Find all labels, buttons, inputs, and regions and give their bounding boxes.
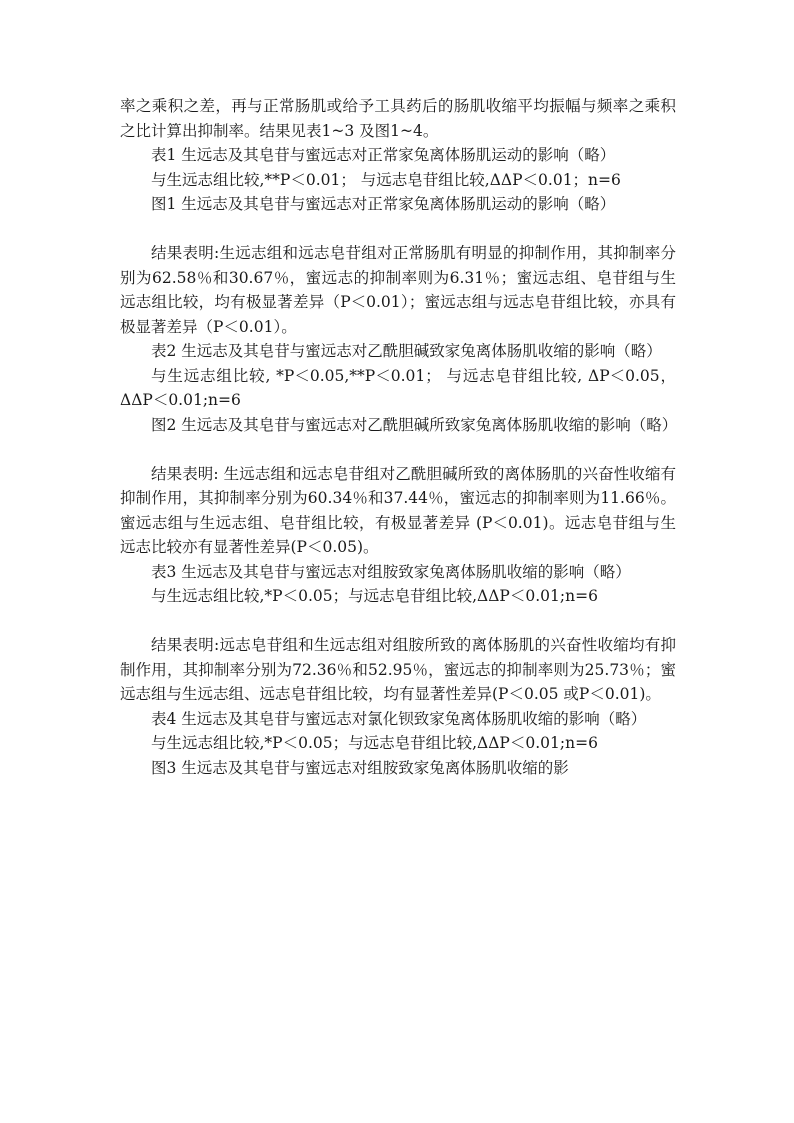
table-4-caption: 表4 生远志及其皂苷与蜜远志对氯化钡致家兔离体肠肌收缩的影响（略） [151,709,647,728]
document-body [120,94,676,780]
table-1-note: 与生远志组比较,**P＜0.01； 与远志皂苷组比较,ΔΔP＜0.01；n=6 [151,170,621,189]
table-3-caption: 表3 生远志及其皂苷与蜜远志对组胺致家兔离体肠肌收缩的影响（略） [151,562,631,581]
spacer [120,609,676,634]
result-paragraph-2: 结果表明: 生远志组和远志皂苷组对乙酰胆碱所致的离体肠肌的兴奋性收缩有抑制作用，其抑制率分别为60.34％和37.44％，蜜远志的抑制率则为11.66％。蜜远志组与生远志组、皂苷组比较，有极显著差异 (P＜0.01)。远志皂苷组与生远志比较亦有显著性差异(P＜0.05)。 [120,464,676,556]
figure-1-caption: 图1 生远志及其皂苷与蜜远志对正常家兔离体肠肌运动的影响（略） [151,195,616,213]
spacer [120,217,676,242]
figure-3-caption: 图3 生远志及其皂苷与蜜远志对组胺致家兔离体肠肌收缩的影 [151,758,569,777]
spacer [120,437,676,462]
result-paragraph-3: 结果表明:远志皂苷组和生远志组对组胺所致的离体肠肌的兴奋性收缩均有抑制作用，其抑制率分别为72.36％和52.95％，蜜远志的抑制率则为25.73％；蜜远志组与生远志组、远志皂苷组比较，均有显著性差异(P＜0.05 或P＜0.01)。 [120,636,676,703]
figure-2-caption: 图2 生远志及其皂苷与蜜远志对乙酰胆碱所致家兔离体肠肌收缩的影响（略） [151,415,678,434]
result-paragraph-1: 结果表明:生远志组和远志皂苷组对正常肠肌有明显的抑制作用，其抑制率分别为62.58％和30.67％，蜜远志的抑制率则为6.31％；蜜远志组、皂苷组与生远志组比较，均有极显著差异（P＜0.01）；蜜远志组与远志皂苷组比较，亦具有极显著差异（P＜0.01）。 [120,244,676,336]
table-1-caption: 表1 生远志及其皂苷与蜜远志对正常家兔离体肠肌运动的影响（略） [151,146,616,164]
table-3-note: 与生远志组比较,*P＜0.05；与远志皂苷组比较,ΔΔP＜0.01;n=6 [151,587,598,605]
table-2-note: 与生远志组比较, *P＜0.05,**P＜0.01； 与远志皂苷组比较, ΔP＜0.05， ΔΔP＜0.01;n=6 [120,366,676,409]
body-paragraph: 率之乘积之差，再与正常肠肌或给予工具药后的肠肌收缩平均振幅与频率之乘积之比计算出抑制率。结果见表1~3 及图1~4。 [120,97,676,140]
table-2-caption: 表2 生远志及其皂苷与蜜远志对乙酰胆碱致家兔离体肠肌收缩的影响（略） [151,342,662,360]
table-4-note: 与生远志组比较,*P＜0.05；与远志皂苷组比较,ΔΔP＜0.01;n=6 [151,734,598,752]
